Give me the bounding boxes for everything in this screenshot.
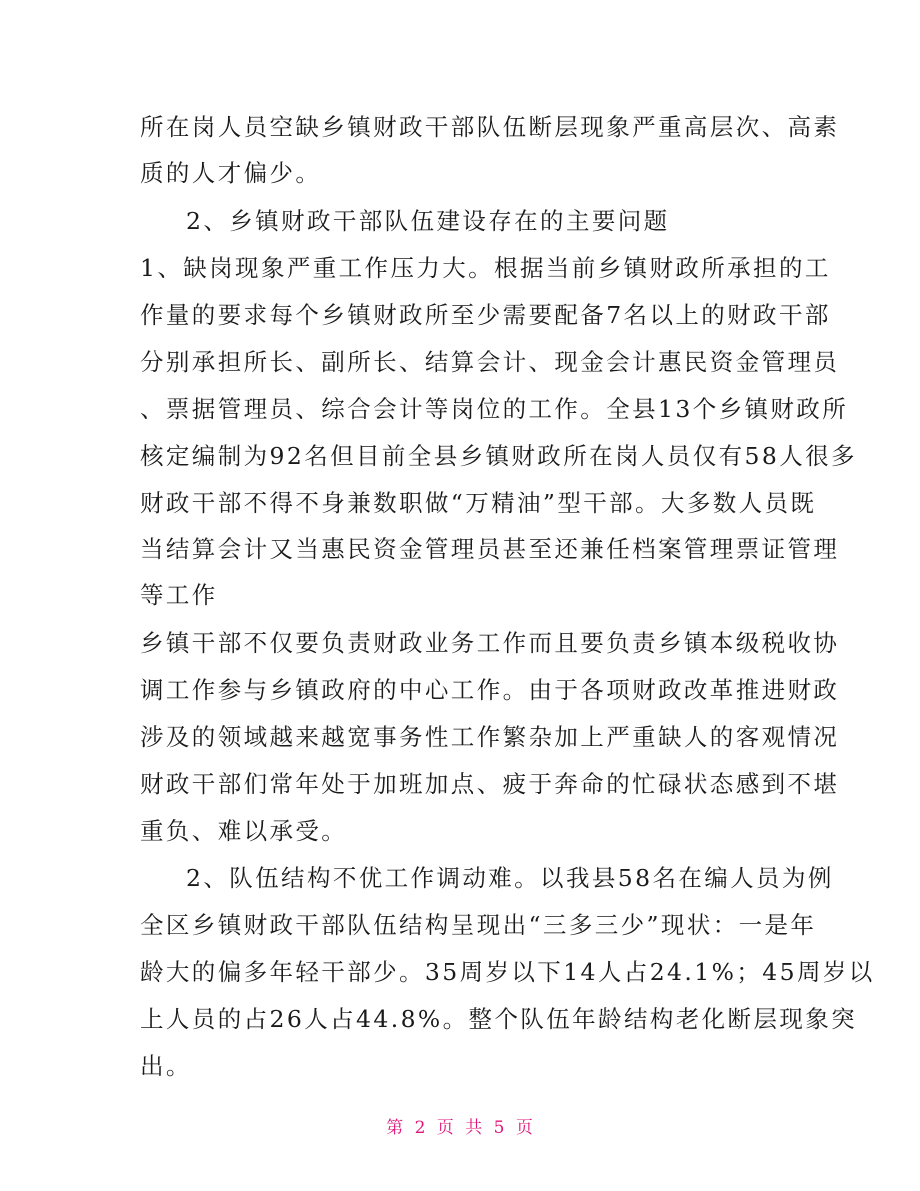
body-line: 核定编制为92名但目前全县乡镇财政所在岗人员仅有58人很多 bbox=[140, 442, 857, 470]
body-line: 分别承担所长、副所长、结算会计、现金会计惠民资金管理员 bbox=[140, 348, 840, 376]
body-line: 全区乡镇财政干部队伍结构呈现出“三多三少”现状：一是年 bbox=[140, 911, 817, 939]
footer-page-number: 2 bbox=[414, 1118, 427, 1138]
body-line: 质的人才偏少。 bbox=[140, 159, 322, 187]
footer-prefix: 第 bbox=[386, 1118, 405, 1138]
footer-total-word: 共 bbox=[465, 1118, 484, 1138]
body-line: 上人员的占26人占44.8%。整个队伍年龄结构老化断层现象突 bbox=[140, 1005, 858, 1033]
body-line: 当结算会计又当惠民资金管理员甚至还兼任档案管理票证管理 bbox=[140, 535, 840, 563]
body-line: 财政干部不得不身兼数职做“万精油”型干部。大多数人员既 bbox=[140, 489, 817, 517]
body-line: 重负、难以承受。 bbox=[140, 817, 348, 845]
page-footer bbox=[0, 1113, 920, 1138]
footer-page-word: 页 bbox=[436, 1118, 455, 1138]
body-line: 出。 bbox=[140, 1052, 192, 1080]
footer-total-pages: 5 bbox=[493, 1118, 506, 1138]
body-line: 等工作 bbox=[140, 581, 218, 609]
body-line: 调工作参与乡镇政府的中心工作。由于各项财政改革推进财政 bbox=[140, 676, 840, 704]
body-line: 作量的要求每个乡镇财政所至少需要配备7名以上的财政干部 bbox=[140, 301, 831, 329]
section-heading: 2、乡镇财政干部队伍建设存在的主要问题 bbox=[186, 207, 670, 235]
body-line: 乡镇干部不仅要负责财政业务工作而且要负责乡镇本级税收协 bbox=[140, 629, 840, 657]
body-line: 龄大的偏多年轻干部少。35周岁以下14人占24.1%；45周岁以 bbox=[140, 958, 875, 986]
body-line: 财政干部们常年处于加班加点、疲于奔命的忙碌状态感到不堪 bbox=[140, 770, 840, 798]
section-heading: 2、队伍结构不优工作调动难。以我县58名在编人员为例 bbox=[186, 864, 834, 892]
body-line: 所在岗人员空缺乡镇财政干部队伍断层现象严重高层次、高素 bbox=[140, 113, 840, 141]
body-line: 涉及的领域越来越宽事务性工作繁杂加上严重缺人的客观情况 bbox=[140, 723, 840, 751]
body-line: 、票据管理员、综合会计等岗位的工作。全县13个乡镇财政所 bbox=[140, 395, 849, 423]
footer-suffix: 页 bbox=[515, 1118, 534, 1138]
body-line: 1、缺岗现象严重工作压力大。根据当前乡镇财政所承担的工 bbox=[140, 254, 831, 282]
